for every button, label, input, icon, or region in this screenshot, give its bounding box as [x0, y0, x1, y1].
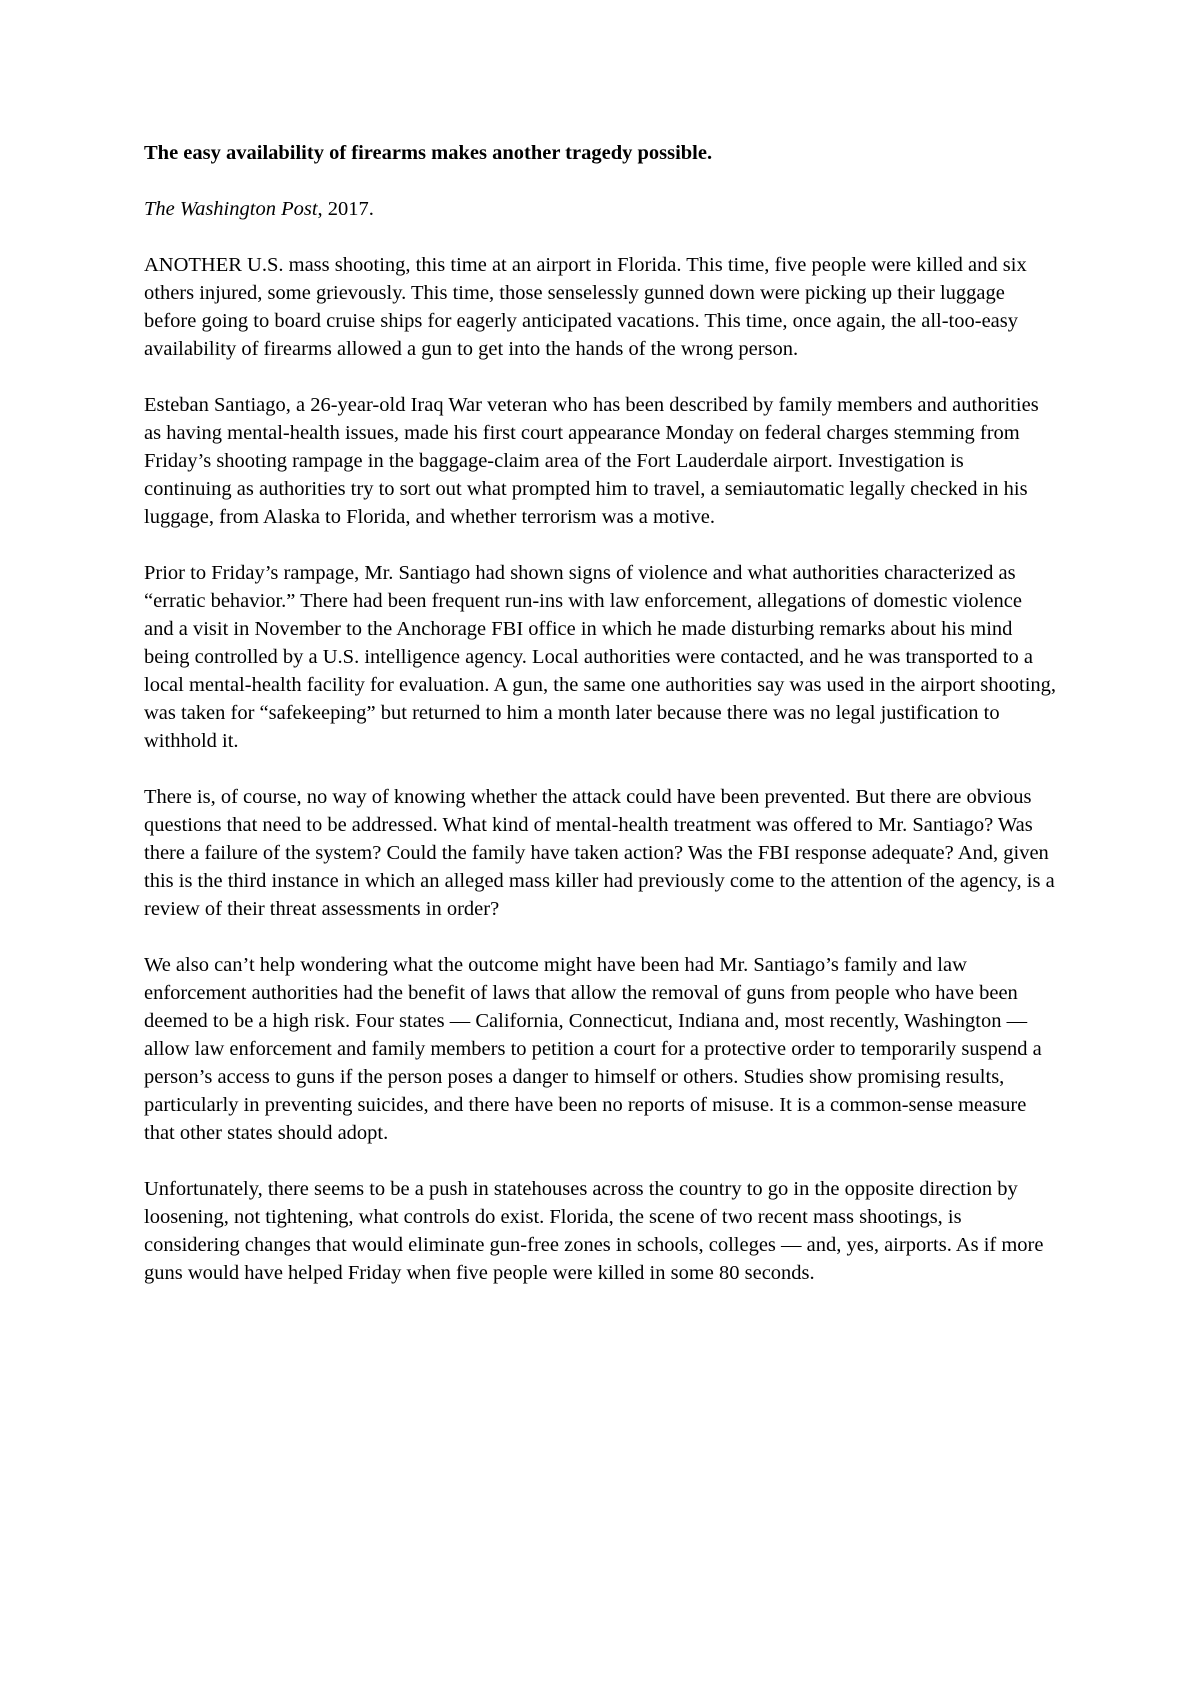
paragraph-6: Unfortunately, there seems to be a push in statehouses across the country to go in the opposite direction by loosening, not tightening, what controls do exist. Florida, the scene of two recent mass shootings, is considering changes that would eliminate gun-free zones in schools, colleges — and, yes, airports. As if more guns would have helped Friday when five people were killed in some 80 seconds. — [144, 1178, 1044, 1284]
paragraph-3: Prior to Friday’s rampage, Mr. Santiago had shown signs of violence and what authorities characterized as “erratic behavior.” There had been frequent run-ins with law enforcement, allegations of domestic violence and a visit in November to the Anchorage FBI office in which he made disturbing remarks about his mind being controlled by a U.S. intelligence agency. Local authorities were contacted, and he was transported to a local mental-health facility for evaluation. A gun, the same one authorities say was used in the airport shooting, was taken for “safekeeping” but returned to him a month later because there was no legal justification to withhold it. — [144, 562, 1057, 752]
paragraph-2: Esteban Santiago, a 26-year-old Iraq War veteran who has been described by family members and authorities as having mental-health issues, made his first court appearance Monday on federal charges stemming from Friday’s shooting rampage in the baggage-claim area of the Fort Lauderdale airport. Investigation is continuing as authorities try to sort out what prompted him to travel, a semiautomatic legally checked in his luggage, from Alaska to Florida, and whether terrorism was a motive. — [144, 394, 1039, 528]
article-headline: The easy availability of firearms makes another tragedy possible. — [144, 142, 713, 164]
paragraph-4: There is, of course, no way of knowing whether the attack could have been prevented. But there are obvious questions that need to be addressed. What kind of mental-health treatment was offered to Mr. Santiago? Was there a failure of the system? Could the family have taken action? Was the FBI response adequate? And, given this is the third instance in which an alleged mass killer had previously come to the attention of the agency, is a review of their threat assessments in order? — [144, 786, 1055, 920]
paragraph-1: ANOTHER U.S. mass shooting, this time at an airport in Florida. This time, five people were killed and six others injured, some grievously. This time, those senselessly gunned down were picking up their luggage before going to board cruise ships for eagerly anticipated vacations. This time, once again, the all-too-easy availability of firearms allowed a gun to get into the hands of the wrong person. — [144, 254, 1027, 360]
publication-name: The Washington Post — [144, 198, 318, 220]
article-body — [144, 139, 1056, 1287]
publication-year: , 2017. — [317, 198, 374, 220]
article-source — [144, 195, 1056, 223]
paragraph-5: We also can’t help wondering what the outcome might have been had Mr. Santiago’s family and law enforcement authorities had the benefit of laws that allow the removal of guns from people who have been deemed to be a high risk. Four states — California, Connecticut, Indiana and, most recently, Washington — allow law enforcement and family members to petition a court for a protective order to temporarily suspend a person’s access to guns if the person poses a danger to himself or others. Studies show promising results, particularly in preventing suicides, and there have been no reports of misuse. It is a common-sense measure that other states should adopt. — [144, 954, 1042, 1144]
